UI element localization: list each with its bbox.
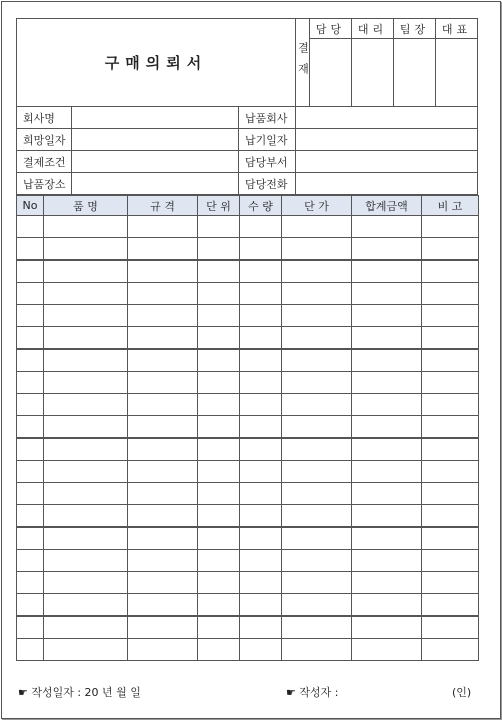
info-field-left[interactable] (71, 150, 239, 173)
table-cell[interactable] (127, 527, 198, 550)
table-cell[interactable] (281, 415, 352, 438)
table-cell[interactable] (421, 260, 479, 283)
info-field-left[interactable] (71, 172, 239, 195)
table-cell[interactable] (197, 504, 240, 527)
table-cell[interactable] (421, 237, 479, 260)
table-cell[interactable] (43, 527, 128, 550)
table-cell[interactable] (421, 571, 479, 594)
table-cell[interactable] (127, 593, 198, 616)
approval-role-1: 대리 (351, 18, 394, 39)
table-cell[interactable] (197, 638, 240, 661)
table-cell[interactable] (197, 215, 240, 238)
table-cell[interactable] (16, 549, 44, 572)
table-cell[interactable] (239, 393, 282, 416)
table-cell[interactable] (43, 549, 128, 572)
table-cell[interactable] (16, 504, 44, 527)
table-cell[interactable] (281, 349, 352, 372)
table-cell[interactable] (16, 460, 44, 483)
table-cell[interactable] (16, 215, 44, 238)
table-cell[interactable] (281, 371, 352, 394)
approval-signature-box[interactable] (393, 38, 436, 107)
table-cell[interactable] (351, 438, 422, 461)
table-cell[interactable] (281, 393, 352, 416)
table-cell[interactable] (16, 638, 44, 661)
table-cell[interactable] (127, 616, 198, 639)
table-cell[interactable] (421, 371, 479, 394)
table-cell[interactable] (351, 638, 422, 661)
table-cell[interactable] (239, 304, 282, 327)
table-cell[interactable] (197, 482, 240, 505)
table-cell[interactable] (239, 326, 282, 349)
table-cell[interactable] (239, 349, 282, 372)
column-header-5: 단 가 (281, 195, 352, 216)
table-cell[interactable] (127, 482, 198, 505)
info-field-right[interactable] (295, 150, 478, 173)
table-cell[interactable] (16, 593, 44, 616)
table-cell[interactable] (127, 326, 198, 349)
table-cell[interactable] (239, 482, 282, 505)
table-cell[interactable] (197, 415, 240, 438)
date-written: ☛ 작성일자 : 20 년 월 일 (18, 686, 141, 699)
table-cell[interactable] (197, 593, 240, 616)
table-cell[interactable] (281, 260, 352, 283)
table-cell[interactable] (281, 215, 352, 238)
table-cell[interactable] (281, 438, 352, 461)
table-cell[interactable] (351, 371, 422, 394)
table-cell[interactable] (127, 504, 198, 527)
table-cell[interactable] (197, 393, 240, 416)
table-cell[interactable] (351, 349, 422, 372)
table-cell[interactable] (351, 527, 422, 550)
table-cell[interactable] (43, 393, 128, 416)
table-cell[interactable] (351, 504, 422, 527)
column-header-3: 단 위 (197, 195, 240, 216)
table-cell[interactable] (281, 460, 352, 483)
approval-signature-box[interactable] (435, 38, 478, 107)
table-cell[interactable] (43, 237, 128, 260)
table-cell[interactable] (197, 571, 240, 594)
table-cell[interactable] (43, 460, 128, 483)
table-cell[interactable] (351, 260, 422, 283)
table-cell[interactable] (197, 349, 240, 372)
table-cell[interactable] (16, 415, 44, 438)
column-header-6: 합계금액 (351, 195, 422, 216)
info-label-left: 납품장소 (16, 172, 72, 195)
table-cell[interactable] (421, 460, 479, 483)
table-cell[interactable] (351, 549, 422, 572)
table-cell[interactable] (351, 482, 422, 505)
table-cell[interactable] (351, 326, 422, 349)
table-cell[interactable] (421, 415, 479, 438)
table-cell[interactable] (16, 438, 44, 461)
table-cell[interactable] (239, 593, 282, 616)
document-title: 구매의뢰서 (104, 53, 208, 72)
writer-label: ☛ 작성자 : (286, 686, 339, 699)
table-cell[interactable] (351, 282, 422, 305)
column-header-1: 품 명 (43, 195, 128, 216)
table-cell[interactable] (127, 460, 198, 483)
table-cell[interactable] (281, 482, 352, 505)
table-cell[interactable] (281, 638, 352, 661)
table-cell[interactable] (239, 460, 282, 483)
table-cell[interactable] (43, 593, 128, 616)
table-cell[interactable] (16, 326, 44, 349)
info-label-left: 희망일자 (16, 128, 72, 151)
table-cell[interactable] (281, 237, 352, 260)
table-cell[interactable] (351, 571, 422, 594)
table-cell[interactable] (281, 593, 352, 616)
table-cell[interactable] (43, 371, 128, 394)
table-cell[interactable] (421, 326, 479, 349)
info-label-right: 납품회사 (238, 106, 296, 129)
table-cell[interactable] (281, 326, 352, 349)
table-cell[interactable] (197, 326, 240, 349)
table-cell[interactable] (351, 460, 422, 483)
table-cell[interactable] (16, 282, 44, 305)
table-cell[interactable] (16, 371, 44, 394)
table-cell[interactable] (197, 371, 240, 394)
column-header-4: 수 량 (239, 195, 282, 216)
table-cell[interactable] (421, 349, 479, 372)
table-cell[interactable] (281, 304, 352, 327)
table-cell[interactable] (281, 571, 352, 594)
table-cell[interactable] (239, 215, 282, 238)
seal-mark: (인) (452, 686, 472, 699)
table-cell[interactable] (351, 304, 422, 327)
table-cell[interactable] (197, 527, 240, 550)
table-cell[interactable] (16, 237, 44, 260)
table-cell[interactable] (197, 460, 240, 483)
approval-role-0: 담당 (309, 18, 352, 39)
column-header-7: 비 고 (421, 195, 479, 216)
info-label-left: 결제조건 (16, 150, 72, 173)
table-cell[interactable] (43, 260, 128, 283)
table-cell[interactable] (16, 393, 44, 416)
table-cell[interactable] (43, 438, 128, 461)
table-cell[interactable] (351, 215, 422, 238)
table-cell[interactable] (197, 304, 240, 327)
table-cell[interactable] (16, 260, 44, 283)
table-cell[interactable] (127, 571, 198, 594)
table-cell[interactable] (281, 616, 352, 639)
table-cell[interactable] (43, 215, 128, 238)
table-cell[interactable] (239, 282, 282, 305)
table-cell[interactable] (43, 282, 128, 305)
table-cell[interactable] (127, 349, 198, 372)
table-cell[interactable] (127, 260, 198, 283)
table-cell[interactable] (239, 371, 282, 394)
table-cell[interactable] (127, 415, 198, 438)
table-cell[interactable] (16, 527, 44, 550)
info-field-right[interactable] (295, 106, 478, 129)
table-cell[interactable] (421, 438, 479, 461)
table-cell[interactable] (127, 371, 198, 394)
table-cell[interactable] (43, 638, 128, 661)
table-cell[interactable] (421, 638, 479, 661)
approval-role-3: 대표 (435, 18, 478, 39)
table-cell[interactable] (197, 237, 240, 260)
table-cell[interactable] (239, 260, 282, 283)
approval-label: 결재 (295, 18, 310, 107)
table-cell[interactable] (127, 215, 198, 238)
table-cell[interactable] (127, 393, 198, 416)
info-label-right: 납기일자 (238, 128, 296, 151)
table-cell[interactable] (421, 282, 479, 305)
approval-signature-box[interactable] (309, 38, 352, 107)
approval-signature-box[interactable] (351, 38, 394, 107)
info-field-left[interactable] (71, 128, 239, 151)
table-cell[interactable] (43, 304, 128, 327)
table-cell[interactable] (351, 616, 422, 639)
table-cell[interactable] (239, 571, 282, 594)
table-cell[interactable] (421, 215, 479, 238)
table-cell[interactable] (239, 616, 282, 639)
table-cell[interactable] (351, 415, 422, 438)
table-cell[interactable] (281, 504, 352, 527)
table-cell[interactable] (43, 504, 128, 527)
table-cell[interactable] (16, 304, 44, 327)
table-cell[interactable] (281, 549, 352, 572)
table-cell[interactable] (16, 349, 44, 372)
table-cell[interactable] (16, 616, 44, 639)
info-field-right[interactable] (295, 172, 478, 195)
table-cell[interactable] (421, 504, 479, 527)
info-label-right: 담당전화 (238, 172, 296, 195)
table-cell[interactable] (43, 415, 128, 438)
info-label-left: 회사명 (16, 106, 72, 129)
table-cell[interactable] (421, 593, 479, 616)
table-cell[interactable] (239, 638, 282, 661)
table-cell[interactable] (16, 571, 44, 594)
table-cell[interactable] (197, 282, 240, 305)
table-cell[interactable] (197, 616, 240, 639)
table-cell[interactable] (16, 482, 44, 505)
table-cell[interactable] (197, 438, 240, 461)
table-cell[interactable] (127, 438, 198, 461)
table-cell[interactable] (281, 527, 352, 550)
table-cell[interactable] (239, 237, 282, 260)
column-header-2: 규 격 (127, 195, 198, 216)
table-cell[interactable] (43, 326, 128, 349)
table-cell[interactable] (351, 393, 422, 416)
table-cell[interactable] (281, 282, 352, 305)
column-header-0: No (16, 195, 44, 216)
table-cell[interactable] (239, 527, 282, 550)
info-field-right[interactable] (295, 128, 478, 151)
table-cell[interactable] (127, 638, 198, 661)
table-cell[interactable] (421, 527, 479, 550)
table-cell[interactable] (421, 616, 479, 639)
table-cell[interactable] (127, 237, 198, 260)
table-cell[interactable] (197, 549, 240, 572)
info-label-right: 담당부서 (238, 150, 296, 173)
table-cell[interactable] (127, 282, 198, 305)
table-cell[interactable] (421, 549, 479, 572)
table-cell[interactable] (239, 415, 282, 438)
table-cell[interactable] (197, 260, 240, 283)
table-cell[interactable] (239, 438, 282, 461)
table-cell[interactable] (421, 393, 479, 416)
table-cell[interactable] (421, 482, 479, 505)
approval-role-2: 팀장 (393, 18, 436, 39)
table-cell[interactable] (43, 571, 128, 594)
table-cell[interactable] (351, 237, 422, 260)
table-cell[interactable] (127, 304, 198, 327)
table-cell[interactable] (351, 593, 422, 616)
table-cell[interactable] (421, 304, 479, 327)
table-cell[interactable] (127, 549, 198, 572)
table-cell[interactable] (239, 504, 282, 527)
table-cell[interactable] (239, 549, 282, 572)
info-field-left[interactable] (71, 106, 239, 129)
table-cell[interactable] (43, 616, 128, 639)
table-cell[interactable] (43, 482, 128, 505)
table-cell[interactable] (43, 349, 128, 372)
